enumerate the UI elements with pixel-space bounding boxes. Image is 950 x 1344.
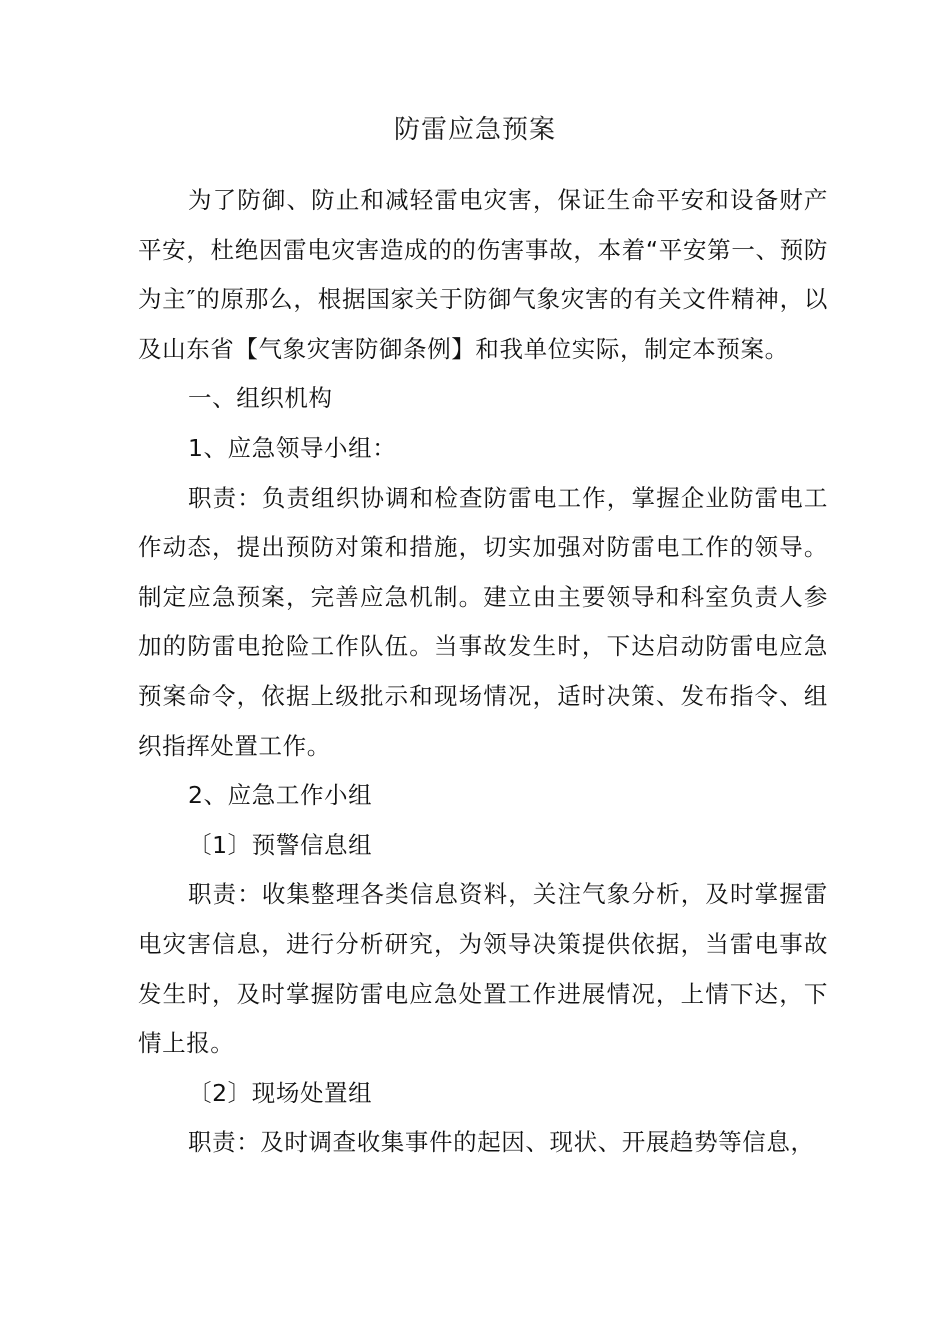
onsite-handling-duty-paragraph: 职责：及时调查收集事件的起因、现状、开展趋势等信息，: [188, 1128, 815, 1157]
intro-paragraph: 为了防御、防止和减轻雷电灾害，保证生命平安和设备财产平安，杜绝因雷电灾害造成的的伤害事故，本着“平安第一、预防为主″的原那么，根据国家关于防御气象灾害的有关文件精神，以及山东省【气象灾害防御条例】和我单位实际，制定本预案。: [138, 186, 828, 363]
group-heading-onsite-handling: 〔2〕现场处置组: [188, 1078, 373, 1107]
document-title: 防雷应急预案: [393, 115, 556, 145]
document-body: [138, 176, 828, 1168]
group-heading-warning-info: 〔1〕预警信息组: [188, 830, 373, 859]
subsection-heading-work-groups: 2、应急工作小组: [188, 781, 373, 810]
warning-info-duty-paragraph: 职责：收集整理各类信息资料，关注气象分析，及时掌握雷电灾害信息，进行分析研究，为领导决策提供依据，当雷电事故发生时，及时掌握防雷电应急处置工作进展情况，上情下达，下情上报。: [138, 880, 828, 1058]
leadership-group-duty-paragraph: 职责：负责组织协调和检查防雷电工作，掌握企业防雷电工作动态，提出预防对策和措施，切实加强对防雷电工作的领导。制定应急预案，完善应急机制。建立由主要领导和科室负责人参加的防雷电抢险工作队伍。当事故发生时，下达启动防雷电应急预案命令，依据上级批示和现场情况，适时决策、发布指令、组织指挥处置工作。: [138, 483, 828, 760]
section-heading-organization: 一、组织机构: [188, 384, 333, 413]
subsection-heading-leadership-group: 1、应急领导小组：: [188, 433, 397, 462]
